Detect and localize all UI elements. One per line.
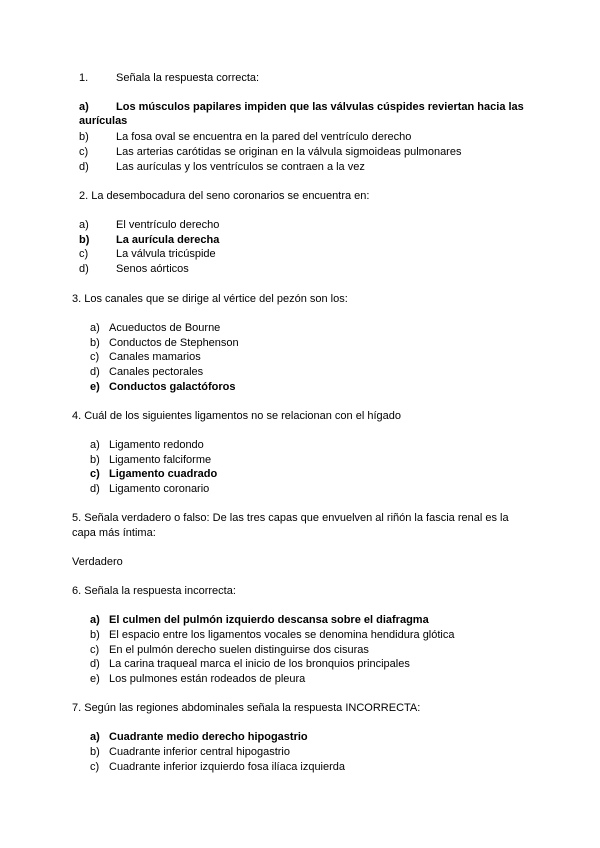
question-5-text-line2: capa más íntima:	[72, 527, 156, 539]
question-5-answer: Verdadero	[72, 556, 123, 568]
q3-option-d-text: Canales pectorales	[109, 366, 204, 378]
q1-option-d-text: Las aurículas y los ventrículos se contraen a la vez	[116, 161, 365, 173]
question-4-text: 4. Cuál de los siguientes ligamentos no se relacionan con el hígado	[72, 410, 401, 422]
q3-option-b-text: Conductos de Stephenson	[109, 337, 239, 349]
q2-option-d-letter: d)	[79, 263, 89, 275]
q4-option-d-text: Ligamento coronario	[109, 483, 210, 495]
q1-option-a-letter: a)	[79, 101, 89, 113]
q6-option-b-text: El espacio entre los ligamentos vocales se denomina hendidura glótica	[109, 629, 455, 641]
q3-option-c-text: Canales mamarios	[109, 351, 201, 363]
q7-option-c-text: Cuadrante inferior izquierdo fosa ilíaca izquierda	[109, 761, 346, 773]
q2-option-c-text: La válvula tricúspide	[116, 248, 216, 260]
q3-option-a-text: Acueductos de Bourne	[109, 322, 221, 334]
q3-option-b-letter: b)	[90, 337, 100, 349]
q4-option-c-letter: c)	[90, 468, 100, 480]
question-7-text: 7. Según las regiones abdominales señala la respuesta INCORRECTA:	[72, 702, 421, 714]
q4-option-d-letter: d)	[90, 483, 100, 495]
question-1-text: Señala la respuesta correcta:	[116, 72, 260, 84]
q7-option-a-text: Cuadrante medio derecho hipogastrio	[109, 731, 308, 743]
q1-option-c-letter: c)	[79, 146, 89, 158]
q2-option-a-text: El ventrículo derecho	[116, 219, 220, 231]
q6-option-a-text: El culmen del pulmón izquierdo descansa sobre el diafragma	[109, 614, 429, 626]
q3-option-e-text: Conductos galactóforos	[109, 381, 236, 393]
q3-option-c-letter: c)	[90, 351, 100, 363]
q4-option-a-text: Ligamento redondo	[109, 439, 204, 451]
q6-option-e-letter: e)	[90, 673, 100, 685]
question-2-text: 2. La desembocadura del seno coronarios se encuentra en:	[79, 190, 370, 202]
q2-option-b-text: La aurícula derecha	[116, 234, 220, 246]
q4-option-c-text: Ligamento cuadrado	[109, 468, 218, 480]
q3-option-a-letter: a)	[90, 322, 100, 334]
q4-option-a-letter: a)	[90, 439, 100, 451]
q7-option-a-letter: a)	[90, 731, 100, 743]
q4-option-b-letter: b)	[90, 454, 100, 466]
q7-option-b-letter: b)	[90, 746, 100, 758]
q6-option-e-text: Los pulmones están rodeados de pleura	[109, 673, 306, 685]
q2-option-c-letter: c)	[79, 248, 89, 260]
question-6-text: 6. Señala la respuesta incorrecta:	[72, 585, 236, 597]
q1-option-b-text: La fosa oval se encuentra en la pared del ventrículo derecho	[116, 131, 412, 143]
q1-option-b-letter: b)	[79, 131, 89, 143]
q3-option-d-letter: d)	[90, 366, 100, 378]
q2-option-d-text: Senos aórticos	[116, 263, 189, 275]
q7-option-c-letter: c)	[90, 761, 100, 773]
q6-option-d-letter: d)	[90, 658, 100, 670]
q6-option-c-letter: c)	[90, 644, 100, 656]
q2-option-a-letter: a)	[79, 219, 89, 231]
question-5-text-line1: 5. Señala verdadero o falso: De las tres capas que envuelven al riñón la fascia renal es la	[72, 512, 509, 524]
q7-option-b-text: Cuadrante inferior central hipogastrio	[109, 746, 290, 758]
q1-option-a-text: Los músculos papilares impiden que las válvulas cúspides reviertan hacia las	[116, 101, 524, 113]
question-1-number: 1.	[79, 72, 89, 84]
q4-option-b-text: Ligamento falciforme	[109, 454, 212, 466]
q6-option-c-text: En el pulmón derecho suelen distinguirse dos cisuras	[109, 644, 369, 656]
q1-option-c-text: Las arterias carótidas se originan en la válvula sigmoideas pulmonares	[116, 146, 462, 158]
q3-option-e-letter: e)	[90, 381, 100, 393]
q1-option-a-continuation: aurículas	[79, 115, 128, 127]
q2-option-b-letter: b)	[79, 234, 90, 246]
q6-option-d-text: La carina traqueal marca el inicio de los bronquios principales	[109, 658, 410, 670]
q6-option-b-letter: b)	[90, 629, 100, 641]
q1-option-d-letter: d)	[79, 161, 89, 173]
question-3-text: 3. Los canales que se dirige al vértice del pezón son los:	[72, 293, 348, 305]
q6-option-a-letter: a)	[90, 614, 100, 626]
